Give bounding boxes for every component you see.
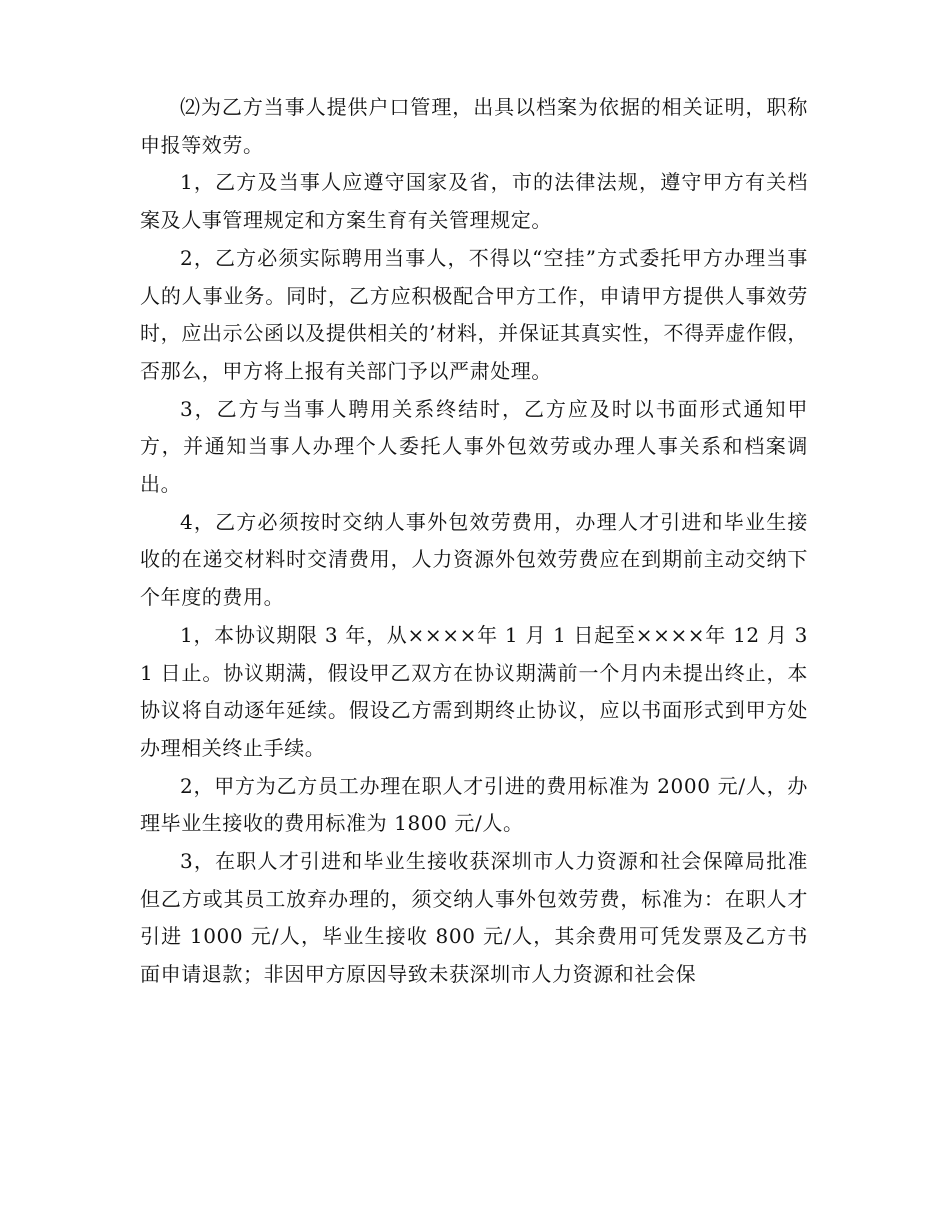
paragraph-fee-2: 2，甲方为乙方员工办理在职人才引进的费用标准为 2000 元/人，办理毕业生接收的费用标准为 1800 元/人。 [140, 773, 808, 836]
paragraph-fee-3: 3，在职人才引进和毕业生接收获深圳市人力资源和社会保障局批准但乙方或其员工放弃办理的，须交纳人事外包效劳费，标准为：在职人才引进 1000 元/人，毕业生接收 800 元/人，其余费用可凭发票及乙方书面申请退款；非因甲方原因导致未获深圳市人力资源和社会保 [140, 849, 808, 987]
paragraph-obligation-4: 4，乙方必须按时交纳人事外包效劳费用，办理人才引进和毕业生接收的在递交材料时交清费用，人力资源外包效劳费应在到期前主动交纳下个年度的费用。 [140, 509, 808, 610]
paragraph-obligation-1: 1，乙方及当事人应遵守国家及省，市的法律法规，遵守甲方有关档案及人事管理规定和方案生育有关管理规定。 [140, 170, 808, 233]
paragraph-obligation-2: 2，乙方必须实际聘用当事人，不得以“空挂”方式委托甲方办理当事人的人事业务。同时，乙方应积极配合甲方工作，申请甲方提供人事效劳时，应出示公函以及提供相关的’材料，并保证其真实性，不得弄虚作假，否那么，甲方将上报有关部门予以严肃处理。 [140, 245, 808, 383]
document-body [140, 89, 808, 994]
paragraph-term-1: 1，本协议期限 3 年，从××××年 1 月 1 日起至××××年 12 月 31 日止。协议期满，假设甲乙双方在协议期满前一个月内未提出终止，本协议将自动逐年延续。假设乙方需到期终止协议，应以书面形式到甲方处办理相关终止手续。 [140, 622, 808, 760]
paragraph-hukou-services: ⑵为乙方当事人提供户口管理，出具以档案为依据的相关证明，职称申报等效劳。 [140, 95, 808, 157]
paragraph-obligation-3: 3，乙方与当事人聘用关系终结时，乙方应及时以书面形式通知甲方，并通知当事人办理个人委托人事外包效劳或办理人事关系和档案调出。 [140, 396, 808, 497]
